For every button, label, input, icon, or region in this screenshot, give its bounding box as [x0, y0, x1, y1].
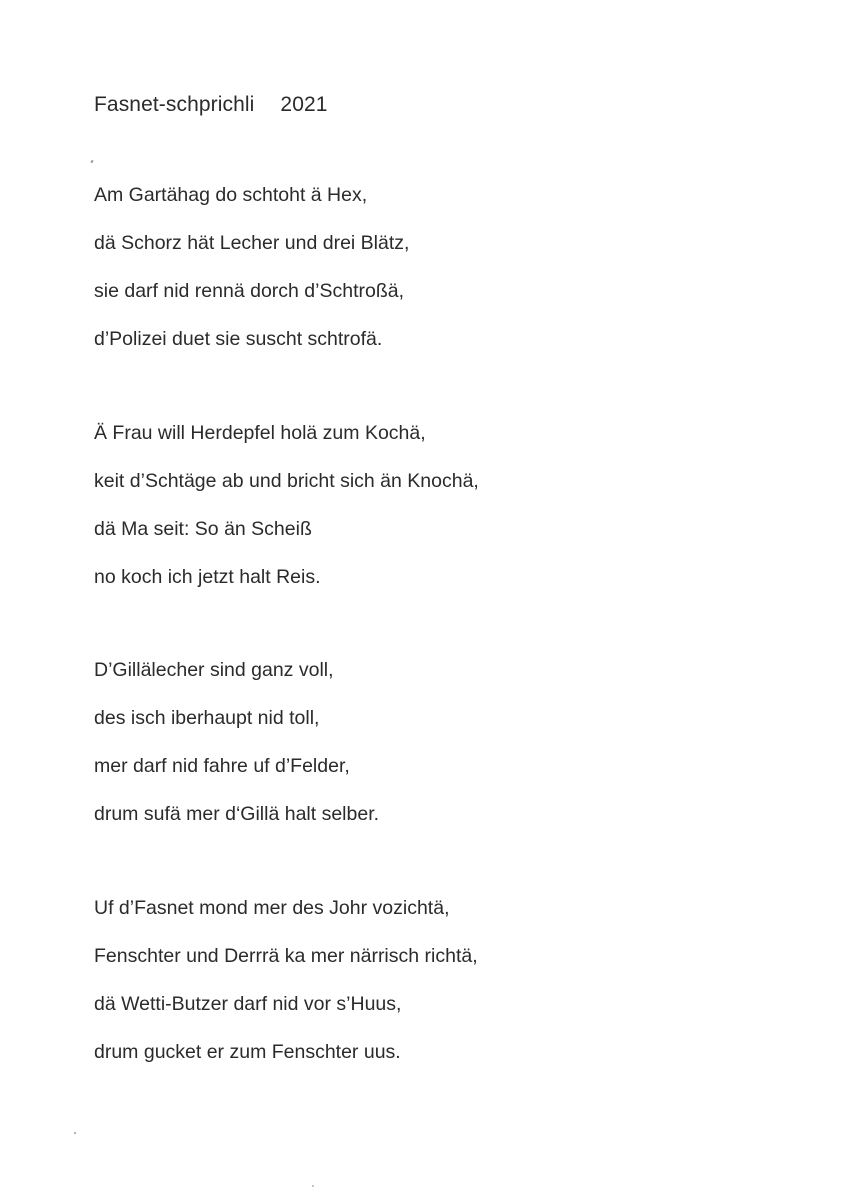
verse-line: dä Wetti-Butzer darf nid vor s’Huus, [94, 993, 402, 1015]
verse-line: mer darf nid fahre uf d’Felder, [94, 755, 350, 777]
scan-speck [90, 160, 93, 164]
scan-speck [312, 1185, 314, 1187]
verse-line: Uf d’Fasnet mond mer des Johr vozichtä, [94, 897, 450, 919]
stanza-1 [94, 171, 409, 363]
verse-line: drum gucket er zum Fenschter uus. [94, 1041, 401, 1063]
page-title [94, 93, 328, 117]
verse-line: drum sufä mer d‘Gillä halt selber. [94, 803, 380, 825]
verse-line: Ä Frau will Herdepfel holä zum Kochä, [94, 422, 426, 444]
verse-line: Am Gartähag do schtoht ä Hex, [94, 184, 368, 206]
verse-line: dä Schorz hät Lecher und drei Blätz, [94, 232, 410, 254]
stanza-2 [94, 409, 479, 601]
verse-line: d’Polizei duet sie suscht schtrofä. [94, 328, 383, 350]
title-text: Fasnet-schprichli [94, 93, 255, 116]
verse-line: D’Gillälecher sind ganz voll, [94, 659, 334, 681]
stanza-4 [94, 884, 478, 1076]
title-year: 2021 [280, 93, 328, 116]
verse-line: Fenschter und Derrrä ka mer närrisch richtä, [94, 945, 478, 967]
scan-speck [74, 1132, 76, 1134]
verse-line: keit d’Schtäge ab und bricht sich än Knochä, [94, 470, 479, 492]
verse-line: des isch iberhaupt nid toll, [94, 707, 320, 729]
verse-line: dä Ma seit: So än Scheiß [94, 518, 312, 540]
verse-line: sie darf nid rennä dorch d’Schtroßä, [94, 280, 405, 302]
stanza-3 [94, 646, 379, 838]
verse-line: no koch ich jetzt halt Reis. [94, 566, 321, 588]
